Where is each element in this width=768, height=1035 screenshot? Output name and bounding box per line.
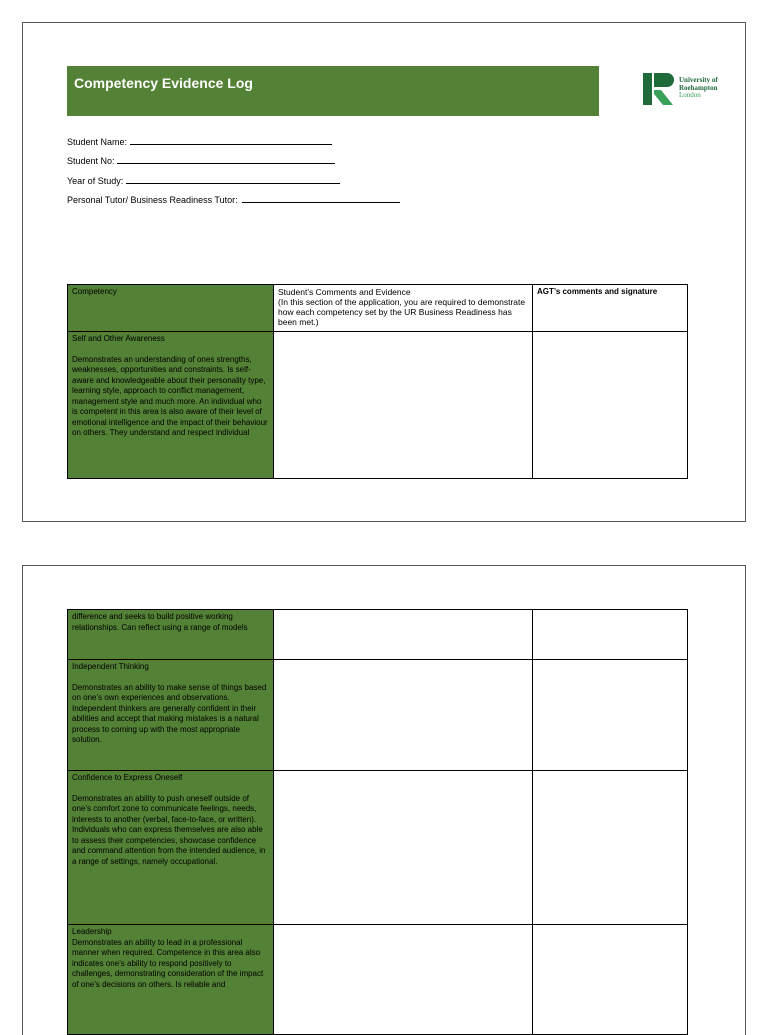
- competency-table-continued: [67, 609, 688, 1035]
- document-page-1: [22, 22, 746, 522]
- agt-comment-cell[interactable]: [533, 925, 688, 1035]
- personal-tutor-field[interactable]: Personal Tutor/ Business Readiness Tutor:: [67, 194, 400, 205]
- student-evidence-cell[interactable]: [274, 332, 533, 479]
- table-row: [68, 771, 688, 925]
- student-evidence-cell[interactable]: [274, 925, 533, 1035]
- competency-cell: difference and seeks to build positive working relationships. Can reflect using a range of models: [68, 610, 274, 660]
- table-row: [68, 925, 688, 1035]
- student-evidence-cell[interactable]: [274, 660, 533, 771]
- table-row: [68, 332, 688, 479]
- table-row: [68, 660, 688, 771]
- header-student-comments: Student’s Comments and Evidence (In this section of the application, you are required to demonstrate how each competency set by the UR Business Readiness has been met.): [274, 285, 533, 332]
- student-no-field[interactable]: Student No:: [67, 155, 335, 166]
- student-no-line[interactable]: [117, 155, 335, 164]
- roehampton-r-icon: [643, 73, 677, 105]
- agt-comment-cell[interactable]: [533, 332, 688, 479]
- agt-comment-cell[interactable]: [533, 771, 688, 925]
- competency-cell: Confidence to Express Oneself Demonstrates an ability to push oneself outside of one’s comfort zone to communicate feelings, needs, interests to another (verbal, face-to-face, or written). Individuals who can express themselves are also able to assess their competencies, showcase confidence and command attention from the intended audience, in a range of settings, namely occupational.: [68, 771, 274, 925]
- university-logo: [643, 73, 733, 107]
- agt-comment-cell[interactable]: [533, 610, 688, 660]
- year-of-study-line[interactable]: [126, 175, 340, 184]
- student-name-line[interactable]: [130, 136, 332, 145]
- student-name-field[interactable]: Student Name:: [67, 136, 332, 147]
- student-evidence-cell[interactable]: [274, 771, 533, 925]
- competency-cell: Independent Thinking Demonstrates an ability to make sense of things based on one’s own experiences and observations. Independent thinkers are generally confident in their abilities and accept that making mistakes is a natural process to coming up with the most appropriate solution.: [68, 660, 274, 771]
- competency-table: [67, 284, 688, 479]
- agt-comment-cell[interactable]: [533, 660, 688, 771]
- header-agt-comments: AGT’s comments and signature: [533, 285, 688, 332]
- personal-tutor-line[interactable]: [242, 194, 400, 203]
- header-competency: Competency: [68, 285, 274, 332]
- year-of-study-field[interactable]: Year of Study:: [67, 175, 340, 186]
- table-header-row: [68, 285, 688, 332]
- table-row: [68, 610, 688, 660]
- document-page-2: [22, 565, 746, 1035]
- student-evidence-cell[interactable]: [274, 610, 533, 660]
- competency-cell: Self and Other Awareness Demonstrates an understanding of ones strengths, weaknesses, opportunities and constraints. Is self-aware and knowledgeable about their personality type, learning style, approach to conflict management, management style and much more. An individual who is competent in this area is also aware of their level of emotional intelligence and the impact of their behaviour on others. They understand and respect individual: [68, 332, 274, 479]
- competency-cell: Leadership Demonstrates an ability to lead in a professional manner when required. Competence in this area also indicates one’s ability to respond positively to challenges, demonstrating consideration of the impact of one’s decisions on others. Is reliable and: [68, 925, 274, 1035]
- page-title: Competency Evidence Log: [74, 75, 253, 91]
- title-banner: [67, 66, 599, 116]
- logo-wordmark: University of Roehampton London: [679, 76, 718, 99]
